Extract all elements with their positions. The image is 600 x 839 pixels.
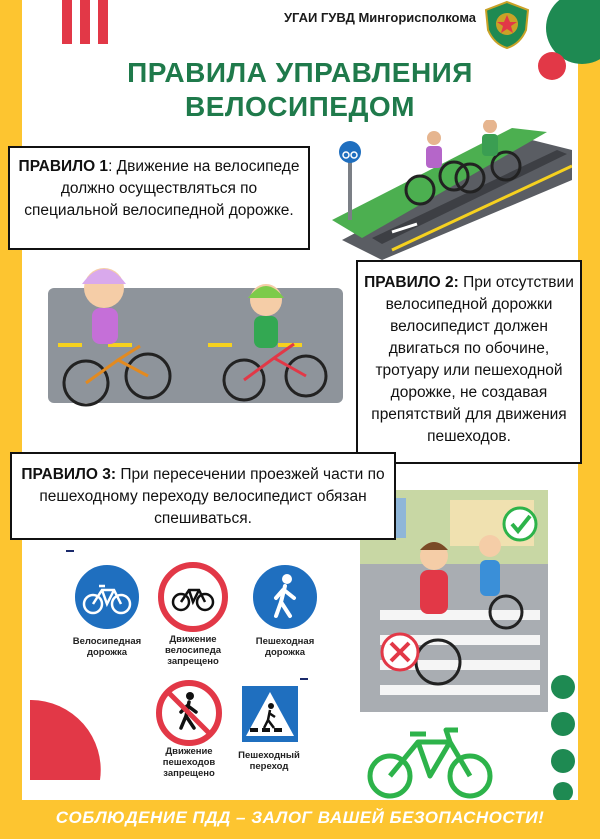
- title-line-1: ПРАВИЛА УПРАВЛЕНИЯ: [127, 57, 473, 88]
- corner-decoration-bottom: [0, 700, 110, 810]
- police-emblem-icon: [480, 0, 534, 50]
- rule-2-text: При отсутствии велосипедной дорожки велосипедист должен двигаться по обочине, тротуару или пешеходной дорожке, не создавая препятствий для движения пешеходов.: [371, 274, 574, 445]
- pedestrian-path-sign-icon: [250, 562, 320, 632]
- page-title: [120, 56, 480, 124]
- rule-1-text: : Движение на велосипеде должно осуществляться по специальной велосипедной дорожке.: [24, 158, 300, 219]
- sign-label: Пешеходный переход: [238, 750, 300, 772]
- crosswalk-sign-icon: [240, 684, 300, 744]
- bicycle-icon: [366, 722, 496, 802]
- organization-name: УГАИ ГУВД Мингорисполкома: [283, 10, 476, 25]
- green-dots-decoration: [548, 672, 578, 802]
- title-line-2: ВЕЛОСИПЕДОМ: [184, 91, 416, 122]
- kids-cycling-illustration: [48, 248, 348, 408]
- red-stripe: [98, 0, 108, 44]
- rule-2-box: [356, 260, 582, 464]
- rule-1-box: [8, 146, 310, 250]
- rule-1-label: ПРАВИЛО 1: [18, 158, 109, 175]
- no-pedestrians-sign-icon: [156, 680, 222, 746]
- sign-label: Движение пешеходов запрещено: [162, 746, 216, 779]
- red-stripe: [62, 0, 72, 44]
- sign-label: Движение велосипеда запрещено: [164, 634, 222, 667]
- rule-3-box: [10, 452, 396, 540]
- rule-3-label: ПРАВИЛО 3:: [21, 466, 117, 483]
- divider-dash: [66, 550, 74, 552]
- sign-label: Пешеходная дорожка: [255, 636, 315, 658]
- footer-slogan: СОБЛЮДЕНИЕ ПДД – ЗАЛОГ ВАШЕЙ БЕЗОПАСНОСТИ!: [55, 808, 545, 827]
- no-bicycles-sign-icon: [158, 562, 228, 632]
- rule-2-label: ПРАВИЛО 2:: [364, 274, 459, 291]
- divider-dash: [300, 678, 308, 680]
- red-stripe: [80, 0, 90, 44]
- bike-lane-illustration: [322, 120, 572, 260]
- bicycle-path-sign-icon: [72, 562, 142, 632]
- sign-label: Велосипедная дорожка: [72, 636, 142, 658]
- rule-3-text: При пересечении проезжей части по пешеходному переходу велосипедист обязан спешиваться.: [39, 466, 385, 527]
